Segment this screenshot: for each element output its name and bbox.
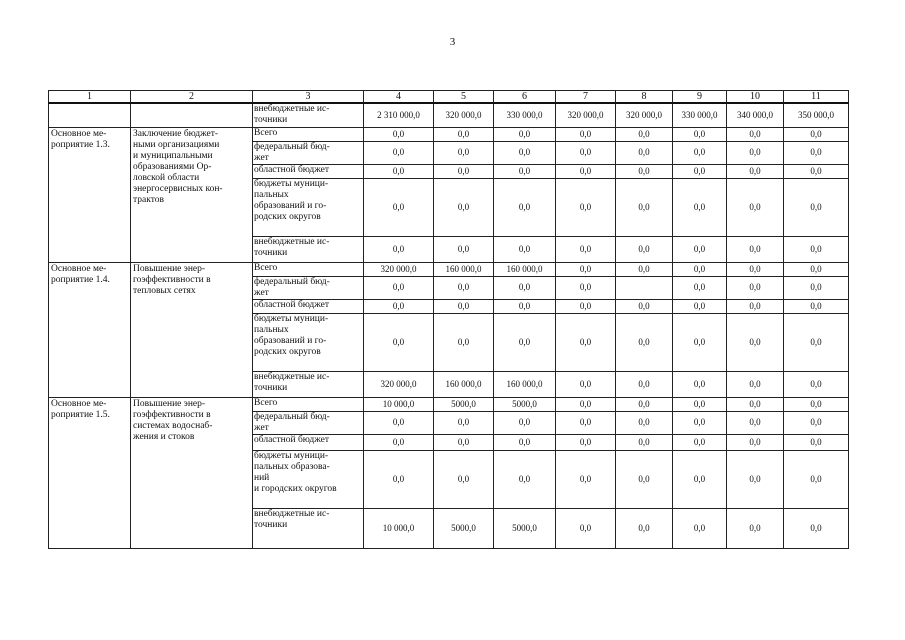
value-cell: 330 000,0 [494, 103, 556, 127]
value-cell: 320 000,0 [616, 103, 673, 127]
value-cell: 0,0 [434, 236, 494, 262]
value-cell: 0,0 [616, 262, 673, 276]
value-cell: 0,0 [727, 276, 784, 299]
activity-name: Основное ме- роприятие 1.5. [49, 397, 131, 548]
value-cell: 0,0 [673, 313, 727, 371]
value-cell: 0,0 [673, 299, 727, 313]
table-row [49, 262, 849, 276]
value-cell: 0,0 [556, 411, 616, 434]
value-cell: 0,0 [556, 397, 616, 411]
funding-source: федеральный бюд- жет [253, 141, 364, 164]
value-cell: 0,0 [673, 434, 727, 450]
table-row [49, 397, 849, 411]
table-body [49, 91, 849, 549]
funding-source: внебюджетные ис- точники [253, 371, 364, 397]
value-cell: 0,0 [556, 313, 616, 371]
value-cell: 0,0 [556, 236, 616, 262]
funding-source: внебюджетные ис- точники [253, 236, 364, 262]
value-cell: 0,0 [727, 178, 784, 236]
value-cell: 0,0 [784, 397, 849, 411]
value-cell: 0,0 [434, 141, 494, 164]
value-cell: 350 000,0 [784, 103, 849, 127]
value-cell: 10 000,0 [364, 508, 434, 548]
column-header: 6 [494, 91, 556, 104]
value-cell: 0,0 [616, 313, 673, 371]
value-cell: 0,0 [673, 371, 727, 397]
value-cell: 0,0 [556, 450, 616, 508]
value-cell: 0,0 [616, 299, 673, 313]
value-cell: 0,0 [556, 164, 616, 178]
value-cell: 0,0 [556, 178, 616, 236]
value-cell: 160 000,0 [434, 262, 494, 276]
value-cell: 0,0 [673, 236, 727, 262]
value-cell: 0,0 [784, 127, 849, 141]
funding-source: внебюджетные ис- точники [253, 508, 364, 548]
value-cell: 0,0 [434, 127, 494, 141]
value-cell: 5000,0 [434, 508, 494, 548]
value-cell: 0,0 [784, 411, 849, 434]
column-header: 11 [784, 91, 849, 104]
value-cell: 0,0 [494, 236, 556, 262]
value-cell: 0,0 [364, 141, 434, 164]
value-cell: 0,0 [727, 236, 784, 262]
value-cell: 0,0 [727, 141, 784, 164]
value-cell: 0,0 [434, 313, 494, 371]
value-cell: 0,0 [727, 127, 784, 141]
value-cell: 2 310 000,0 [364, 103, 434, 127]
value-cell: 0,0 [556, 371, 616, 397]
value-cell: 0,0 [616, 164, 673, 178]
value-cell: 0,0 [364, 164, 434, 178]
value-cell: 160 000,0 [434, 371, 494, 397]
value-cell: 0,0 [616, 450, 673, 508]
value-cell: 0,0 [727, 164, 784, 178]
value-cell: 0,0 [556, 508, 616, 548]
value-cell: 0,0 [494, 299, 556, 313]
value-cell: 0,0 [616, 397, 673, 411]
value-cell: 0,0 [784, 299, 849, 313]
value-cell: 5000,0 [494, 508, 556, 548]
value-cell: 320 000,0 [364, 262, 434, 276]
funding-source: внебюджетные ис- точники [253, 103, 364, 127]
header-row [49, 91, 849, 104]
value-cell: 0,0 [727, 411, 784, 434]
value-cell: 0,0 [727, 313, 784, 371]
value-cell: 0,0 [784, 236, 849, 262]
activity-description: Повышение энер- гоэффективности в тепловых сетях [131, 262, 253, 397]
value-cell: 0,0 [364, 411, 434, 434]
value-cell: 0,0 [494, 434, 556, 450]
value-cell: 0,0 [434, 178, 494, 236]
value-cell: 0,0 [364, 313, 434, 371]
funding-source: бюджеты муници- пальных образований и го- родских округов [253, 178, 364, 236]
funding-source: бюджеты муници- пальных образова- ний и городских округов [253, 450, 364, 508]
value-cell: 0,0 [434, 450, 494, 508]
value-cell: 0,0 [494, 450, 556, 508]
value-cell: 0,0 [616, 178, 673, 236]
value-cell: 0,0 [556, 141, 616, 164]
value-cell: 0,0 [434, 434, 494, 450]
value-cell: 0,0 [364, 276, 434, 299]
value-cell: 0,0 [784, 371, 849, 397]
value-cell: 0,0 [364, 236, 434, 262]
funding-source: бюджеты муници- пальных образований и го- родских округов [253, 313, 364, 371]
activity-description: Повышение энер- гоэффективности в системах водоснаб- жения и стоков [131, 397, 253, 548]
value-cell: 0,0 [784, 434, 849, 450]
funding-source: федеральный бюд- жет [253, 411, 364, 434]
table-row [49, 127, 849, 141]
funding-source: федеральный бюд- жет [253, 276, 364, 299]
column-header: 2 [131, 91, 253, 104]
value-cell: 0,0 [434, 411, 494, 434]
funding-source: Всего [253, 127, 364, 141]
funding-source: Всего [253, 397, 364, 411]
value-cell: 0,0 [784, 450, 849, 508]
activity-name: Основное ме- роприятие 1.4. [49, 262, 131, 397]
value-cell: 0,0 [784, 313, 849, 371]
value-cell: 0,0 [727, 450, 784, 508]
value-cell: 0,0 [727, 371, 784, 397]
value-cell: 320 000,0 [434, 103, 494, 127]
value-cell: 0,0 [556, 262, 616, 276]
column-header: 5 [434, 91, 494, 104]
value-cell: 0,0 [616, 371, 673, 397]
value-cell: 0,0 [364, 299, 434, 313]
value-cell: 0,0 [673, 141, 727, 164]
column-header: 10 [727, 91, 784, 104]
value-cell: 0,0 [364, 127, 434, 141]
value-cell: 0,0 [616, 434, 673, 450]
empty-cell [49, 103, 131, 127]
value-cell: 0,0 [494, 178, 556, 236]
value-cell: 330 000,0 [673, 103, 727, 127]
column-header: 4 [364, 91, 434, 104]
value-cell: 0,0 [727, 434, 784, 450]
value-cell: 0,0 [673, 508, 727, 548]
value-cell: 0,0 [616, 411, 673, 434]
value-cell: 0,0 [434, 299, 494, 313]
value-cell: 0,0 [556, 299, 616, 313]
page-number: 3 [449, 36, 456, 48]
value-cell: 0,0 [673, 397, 727, 411]
value-cell: 0,0 [494, 313, 556, 371]
value-cell: 0,0 [727, 397, 784, 411]
value-cell: 0,0 [494, 411, 556, 434]
value-cell: 0,0 [673, 178, 727, 236]
value-cell: 160 000,0 [494, 371, 556, 397]
value-cell: 160 000,0 [494, 262, 556, 276]
value-cell: 5000,0 [494, 397, 556, 411]
column-header: 9 [673, 91, 727, 104]
value-cell: 0,0 [494, 141, 556, 164]
activity-name: Основное ме- роприятие 1.3. [49, 127, 131, 262]
value-cell: 0,0 [494, 164, 556, 178]
value-cell: 0,0 [616, 141, 673, 164]
column-header: 1 [49, 91, 131, 104]
value-cell: 0,0 [364, 434, 434, 450]
value-cell: 0,0 [673, 262, 727, 276]
value-cell: 0,0 [673, 411, 727, 434]
value-cell: 340 000,0 [727, 103, 784, 127]
value-cell: 0,0 [727, 262, 784, 276]
value-cell: 0,0 [784, 178, 849, 236]
value-cell: 0,0 [727, 299, 784, 313]
value-cell: 0,0 [673, 276, 727, 299]
value-cell: 0,0 [784, 276, 849, 299]
empty-cell [131, 103, 253, 127]
value-cell: 0,0 [494, 127, 556, 141]
value-cell: 0,0 [673, 127, 727, 141]
value-cell [616, 276, 673, 299]
column-header: 8 [616, 91, 673, 104]
funding-source: Всего [253, 262, 364, 276]
activity-description: Заключение бюджет- ными организациями и муниципальными образованиями Ор- ловской области энергосервисных кон- трактов [131, 127, 253, 262]
value-cell: 0,0 [556, 276, 616, 299]
value-cell: 0,0 [556, 434, 616, 450]
value-cell: 0,0 [784, 164, 849, 178]
value-cell: 0,0 [727, 508, 784, 548]
table-row [49, 103, 849, 127]
value-cell: 0,0 [556, 127, 616, 141]
value-cell: 0,0 [784, 508, 849, 548]
value-cell: 320 000,0 [364, 371, 434, 397]
value-cell: 0,0 [784, 262, 849, 276]
value-cell: 0,0 [673, 450, 727, 508]
column-header: 3 [253, 91, 364, 104]
value-cell: 0,0 [434, 164, 494, 178]
value-cell: 0,0 [364, 450, 434, 508]
funding-source: областной бюджет [253, 434, 364, 450]
value-cell: 320 000,0 [556, 103, 616, 127]
funding-source: областной бюджет [253, 299, 364, 313]
value-cell: 0,0 [784, 141, 849, 164]
value-cell: 0,0 [616, 508, 673, 548]
column-header: 7 [556, 91, 616, 104]
value-cell: 0,0 [673, 164, 727, 178]
value-cell: 5000,0 [434, 397, 494, 411]
value-cell: 0,0 [616, 236, 673, 262]
value-cell: 0,0 [616, 127, 673, 141]
value-cell: 0,0 [434, 276, 494, 299]
budget-table [48, 90, 849, 549]
value-cell: 0,0 [494, 276, 556, 299]
funding-source: областной бюджет [253, 164, 364, 178]
value-cell: 10 000,0 [364, 397, 434, 411]
value-cell: 0,0 [364, 178, 434, 236]
